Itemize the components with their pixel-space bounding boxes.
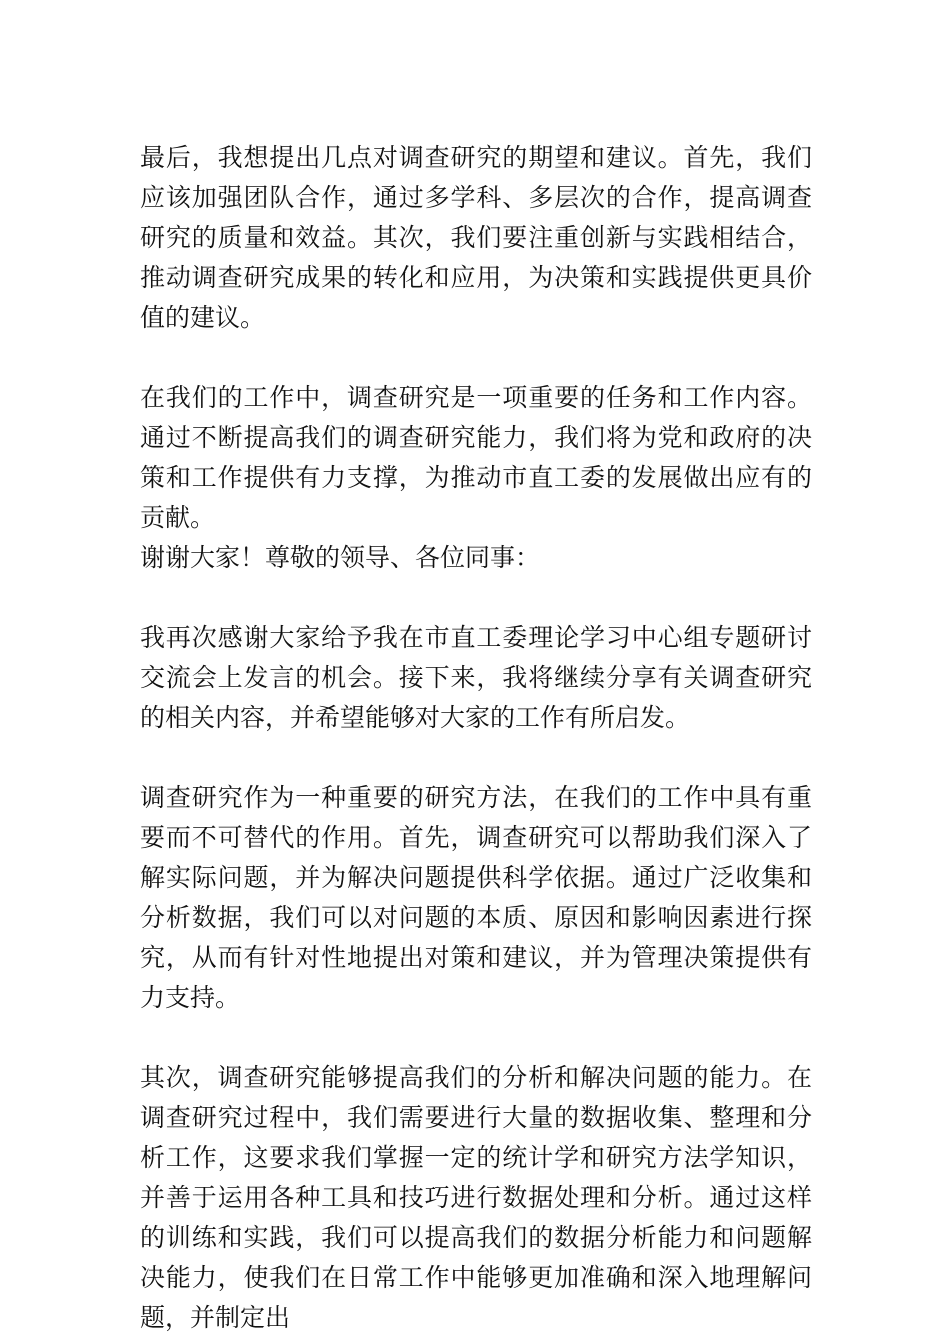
paragraph-analysis-ability: 其次，调查研究能够提高我们的分析和解决问题的能力。在调查研究过程中，我们需要进行大量的数据收集、整理和分析工作，这要求我们掌握一定的统计学和研究方法学知识，并善于运用各种工具和技巧进行数据处理和分析。通过这样的训练和实践，我们可以提高我们的数据分析能力和问题解决能力，使我们在日常工作中能够更加准确和深入地理解问题，并制定出 [140, 1063, 812, 1332]
paragraph-suggestions: 最后，我想提出几点对调查研究的期望和建议。首先，我们应该加强团队合作，通过多学科、多层次的合作，提高调查研究的质量和效益。其次，我们要注重创新与实践相结合，推动调查研究成果的转化和应用，为决策和实践提供更具价值的建议。 [140, 143, 812, 332]
paragraph-thanks: 我再次感谢大家给予我在市直工委理论学习中心组专题研讨交流会上发言的机会。接下来，我将继续分享有关调查研究的相关内容，并希望能够对大家的工作有所启发。 [140, 623, 812, 732]
paragraph-research-method: 调查研究作为一种重要的研究方法，在我们的工作中具有重要而不可替代的作用。首先，调查研究可以帮助我们深入了解实际问题，并为解决问题提供科学依据。通过广泛收集和分析数据，我们可以对问题的本质、原因和影响因素进行探究，从而有针对性地提出对策和建议，并为管理决策提供有力支持。 [140, 783, 812, 1012]
document-body [140, 138, 812, 1338]
paragraph-greeting: 谢谢大家！尊敬的领导、各位同事： [140, 543, 541, 572]
paragraph-work-importance: 在我们的工作中，调查研究是一项重要的任务和工作内容。通过不断提高我们的调查研究能力，我们将为党和政府的决策和工作提供有力支撑，为推动市直工委的发展做出应有的贡献。 [140, 383, 812, 532]
